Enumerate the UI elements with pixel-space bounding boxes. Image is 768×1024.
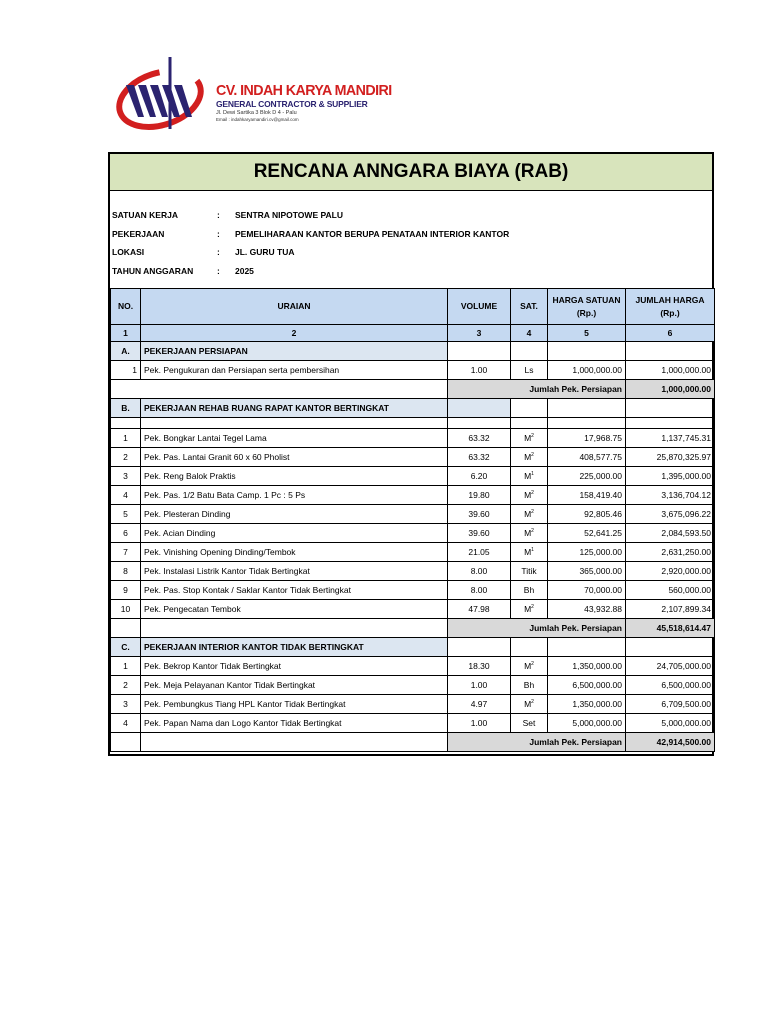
- item-jumlah: 6,709,500.00: [626, 695, 715, 714]
- rab-sheet: [108, 152, 714, 756]
- colnum: 6: [626, 325, 715, 342]
- table-row: [111, 505, 715, 524]
- item-sat-text: M: [524, 604, 532, 614]
- item-sat-sup: 2: [531, 699, 534, 706]
- item-jumlah: 1,395,000.00: [626, 467, 715, 486]
- item-no: 1: [111, 657, 141, 676]
- item-uraian: Pek. Papan Nama dan Logo Kantor Tidak Bertingkat: [141, 714, 448, 733]
- header-jumlah-harga: [626, 289, 715, 325]
- item-sat-text: Set: [522, 718, 536, 728]
- item-volume: 1.00: [448, 714, 511, 733]
- item-harga: 70,000.00: [548, 581, 626, 600]
- section-row-b: [111, 399, 715, 418]
- item-no: 10: [111, 600, 141, 619]
- item-sat-sup: 2: [531, 433, 534, 440]
- item-uraian: Pek. Instalasi Listrik Kantor Tidak Bertingkat: [141, 562, 448, 581]
- item-jumlah: 2,920,000.00: [626, 562, 715, 581]
- item-sat-sup: 1: [531, 547, 534, 554]
- item-uraian: Pek. Bekrop Kantor Tidak Bertingkat: [141, 657, 448, 676]
- colnum: 1: [111, 325, 141, 342]
- item-sat-text: Bh: [523, 680, 535, 690]
- project-info: [112, 206, 509, 280]
- item-volume: 63.32: [448, 448, 511, 467]
- item-uraian: Pek. Pengukuran dan Persiapan serta pembersihan: [141, 361, 448, 380]
- info-label: TAHUN ANGGARAN: [112, 265, 194, 276]
- item-sat-sup: 2: [531, 452, 534, 459]
- table-row: [111, 695, 715, 714]
- document-title: RENCANA ANNGARA BIAYA (RAB): [110, 154, 712, 191]
- section-code: C.: [111, 638, 141, 657]
- company-tagline: GENERAL CONTRACTOR & SUPPLIER: [216, 99, 368, 109]
- rab-table: [110, 288, 715, 752]
- subtotal-value: 1,000,000.00: [626, 380, 715, 399]
- header-uraian: URAIAN: [141, 289, 448, 325]
- section-code: B.: [111, 399, 141, 418]
- item-harga: 52,641.25: [548, 524, 626, 543]
- colnum: 2: [141, 325, 448, 342]
- item-jumlah: 25,870,325.97: [626, 448, 715, 467]
- item-no: 3: [111, 695, 141, 714]
- info-row: [112, 243, 509, 262]
- item-sat-sup: 2: [531, 528, 534, 535]
- item-sat: [511, 581, 548, 600]
- item-jumlah: 2,631,250.00: [626, 543, 715, 562]
- item-sat: [511, 676, 548, 695]
- item-sat-text: M: [524, 547, 532, 557]
- table-row: [111, 448, 715, 467]
- item-sat: [511, 562, 548, 581]
- header-jumlah-line1: JUMLAH HARGA: [635, 294, 705, 305]
- item-volume: 39.60: [448, 524, 511, 543]
- item-harga: 1,350,000.00: [548, 695, 626, 714]
- item-volume: 63.32: [448, 429, 511, 448]
- company-name: CV. INDAH KARYA MANDIRI: [216, 82, 392, 99]
- info-label: PEKERJAAN: [112, 228, 165, 239]
- item-jumlah: 1,137,745.31: [626, 429, 715, 448]
- item-sat: [511, 543, 548, 562]
- item-harga: 1,350,000.00: [548, 657, 626, 676]
- item-sat: [511, 467, 548, 486]
- item-sat-text: Bh: [523, 585, 535, 595]
- subtotal-row-a: [111, 380, 715, 399]
- item-sat: [511, 486, 548, 505]
- item-volume: 39.60: [448, 505, 511, 524]
- item-uraian: Pek. Pembungkus Tiang HPL Kantor Tidak Bertingkat: [141, 695, 448, 714]
- colnum: 3: [448, 325, 511, 342]
- info-colon: :: [217, 210, 220, 221]
- item-sat-sup: 2: [531, 490, 534, 497]
- item-sat: [511, 524, 548, 543]
- header-harga-line2: (Rp.): [576, 307, 597, 318]
- table-row: [111, 562, 715, 581]
- item-sat: [511, 429, 548, 448]
- item-sat: [511, 361, 548, 380]
- info-colon: :: [217, 265, 220, 276]
- header-harga-satuan: [548, 289, 626, 325]
- info-label: SATUAN KERJA: [112, 210, 178, 221]
- item-harga: 17,968.75: [548, 429, 626, 448]
- item-no: 2: [111, 448, 141, 467]
- item-no: 1: [111, 361, 141, 380]
- item-volume: 6.20: [448, 467, 511, 486]
- item-volume: 21.05: [448, 543, 511, 562]
- subtotal-value: 45,518,614.47: [626, 619, 715, 638]
- company-email: Email : indahkaryamandiri.cv@gmail.com: [216, 117, 299, 122]
- item-sat-text: M: [524, 471, 532, 481]
- item-jumlah: 2,107,899.34: [626, 600, 715, 619]
- item-sat-text: M: [524, 452, 532, 462]
- info-label: LOKASI: [112, 247, 145, 258]
- item-jumlah: 560,000.00: [626, 581, 715, 600]
- header-volume: VOLUME: [448, 289, 511, 325]
- item-volume: 47.98: [448, 600, 511, 619]
- item-harga: 225,000.00: [548, 467, 626, 486]
- item-jumlah: 3,675,096.22: [626, 505, 715, 524]
- item-sat-sup: 2: [531, 661, 534, 668]
- item-no: 4: [111, 714, 141, 733]
- header-harga-line1: HARGA SATUAN: [552, 294, 621, 305]
- item-harga: 158,419.40: [548, 486, 626, 505]
- item-jumlah: 3,136,704.12: [626, 486, 715, 505]
- item-volume: 4.97: [448, 695, 511, 714]
- item-no: 9: [111, 581, 141, 600]
- item-harga: 5,000,000.00: [548, 714, 626, 733]
- item-harga: 365,000.00: [548, 562, 626, 581]
- item-harga: 6,500,000.00: [548, 676, 626, 695]
- item-sat-text: M: [524, 490, 532, 500]
- table-row: [111, 714, 715, 733]
- header-sat: SAT.: [511, 289, 548, 325]
- table-header-row: [111, 289, 715, 325]
- item-no: 5: [111, 505, 141, 524]
- item-jumlah: 6,500,000.00: [626, 676, 715, 695]
- item-uraian: Pek. Pas. 1/2 Batu Bata Camp. 1 Pc : 5 Ps: [141, 486, 448, 505]
- item-sat: [511, 657, 548, 676]
- company-logo: [112, 55, 392, 135]
- item-uraian: Pek. Meja Pelayanan Kantor Tidak Bertingkat: [141, 676, 448, 695]
- subtotal-label: Jumlah Pek. Persiapan: [448, 619, 626, 638]
- header-no: NO.: [111, 289, 141, 325]
- item-uraian: Pek. Vinishing Opening Dinding/Tembok: [141, 543, 448, 562]
- item-sat-text: M: [524, 433, 532, 443]
- item-harga: 125,000.00: [548, 543, 626, 562]
- item-volume: 19.80: [448, 486, 511, 505]
- item-no: 1: [111, 429, 141, 448]
- section-row-c: [111, 638, 715, 657]
- info-value: 2025: [235, 265, 254, 276]
- item-sat-sup: 2: [531, 509, 534, 516]
- section-title: PEKERJAAN REHAB RUANG RAPAT KANTOR BERTINGKAT: [141, 399, 448, 418]
- table-row: [111, 657, 715, 676]
- info-value: JL. GURU TUA: [235, 247, 295, 258]
- item-volume: 18.30: [448, 657, 511, 676]
- subtotal-value: 42,914,500.00: [626, 733, 715, 752]
- item-sat-sup: 2: [531, 604, 534, 611]
- table-row: [111, 524, 715, 543]
- item-sat-text: M: [524, 661, 532, 671]
- info-row: [112, 206, 509, 225]
- table-row: [111, 361, 715, 380]
- info-value: SENTRA NIPOTOWE PALU: [235, 210, 343, 221]
- item-harga: 43,932.88: [548, 600, 626, 619]
- item-uraian: Pek. Pas. Stop Kontak / Saklar Kantor Tidak Bertingkat: [141, 581, 448, 600]
- item-volume: 1.00: [448, 676, 511, 695]
- table-row: [111, 581, 715, 600]
- item-uraian: Pek. Plesteran Dinding: [141, 505, 448, 524]
- item-sat: [511, 714, 548, 733]
- item-jumlah: 5,000,000.00: [626, 714, 715, 733]
- subtotal-label: Jumlah Pek. Persiapan: [448, 733, 626, 752]
- item-uraian: Pek. Pengecatan Tembok: [141, 600, 448, 619]
- item-sat-text: M: [524, 528, 532, 538]
- item-uraian: Pek. Reng Balok Praktis: [141, 467, 448, 486]
- item-sat-text: Titik: [521, 566, 537, 576]
- section-row-a: [111, 342, 715, 361]
- item-jumlah: 1,000,000.00: [626, 361, 715, 380]
- subtotal-label: Jumlah Pek. Persiapan: [448, 380, 626, 399]
- item-sat-text: M: [524, 699, 532, 709]
- item-sat-text: M: [524, 509, 532, 519]
- item-uraian: Pek. Acian Dinding: [141, 524, 448, 543]
- table-row: [111, 600, 715, 619]
- info-colon: :: [217, 247, 220, 258]
- spacer-row: [111, 418, 715, 429]
- item-harga: 408,577.75: [548, 448, 626, 467]
- item-harga: 1,000,000.00: [548, 361, 626, 380]
- item-uraian: Pek. Bongkar Lantai Tegel Lama: [141, 429, 448, 448]
- item-sat-text: Ls: [524, 365, 534, 375]
- table-row: [111, 676, 715, 695]
- item-sat: [511, 448, 548, 467]
- item-no: 8: [111, 562, 141, 581]
- section-code: A.: [111, 342, 141, 361]
- item-no: 2: [111, 676, 141, 695]
- section-title: PEKERJAAN PERSIAPAN: [141, 342, 448, 361]
- table-row: [111, 429, 715, 448]
- wm-logo-icon: [112, 55, 212, 135]
- header-jumlah-line2: (Rp.): [660, 307, 680, 318]
- company-address: Jl. Dewi Sartika 3 Blok D 4 - Palu: [216, 110, 297, 116]
- item-volume: 8.00: [448, 581, 511, 600]
- item-jumlah: 24,705,000.00: [626, 657, 715, 676]
- subtotal-row-c: [111, 733, 715, 752]
- info-value: PEMELIHARAAN KANTOR BERUPA PENATAAN INTERIOR KANTOR: [235, 228, 510, 239]
- item-no: 7: [111, 543, 141, 562]
- item-sat: [511, 600, 548, 619]
- item-sat: [511, 505, 548, 524]
- item-harga: 92,805.46: [548, 505, 626, 524]
- subtotal-row-b: [111, 619, 715, 638]
- item-no: 3: [111, 467, 141, 486]
- colnum: 5: [548, 325, 626, 342]
- info-colon: :: [217, 228, 220, 239]
- info-row: [112, 262, 509, 281]
- info-row: [112, 225, 509, 244]
- item-no: 6: [111, 524, 141, 543]
- item-jumlah: 2,084,593.50: [626, 524, 715, 543]
- item-sat: [511, 695, 548, 714]
- item-volume: 8.00: [448, 562, 511, 581]
- table-row: [111, 486, 715, 505]
- section-title: PEKERJAAN INTERIOR KANTOR TIDAK BERTINGKAT: [141, 638, 448, 657]
- item-sat-sup: 1: [531, 471, 534, 478]
- table-row: [111, 467, 715, 486]
- table-row: [111, 543, 715, 562]
- column-number-row: [111, 325, 715, 342]
- colnum: 4: [511, 325, 548, 342]
- item-volume: 1.00: [448, 361, 511, 380]
- item-no: 4: [111, 486, 141, 505]
- item-uraian: Pek. Pas. Lantai Granit 60 x 60 Pholist: [141, 448, 448, 467]
